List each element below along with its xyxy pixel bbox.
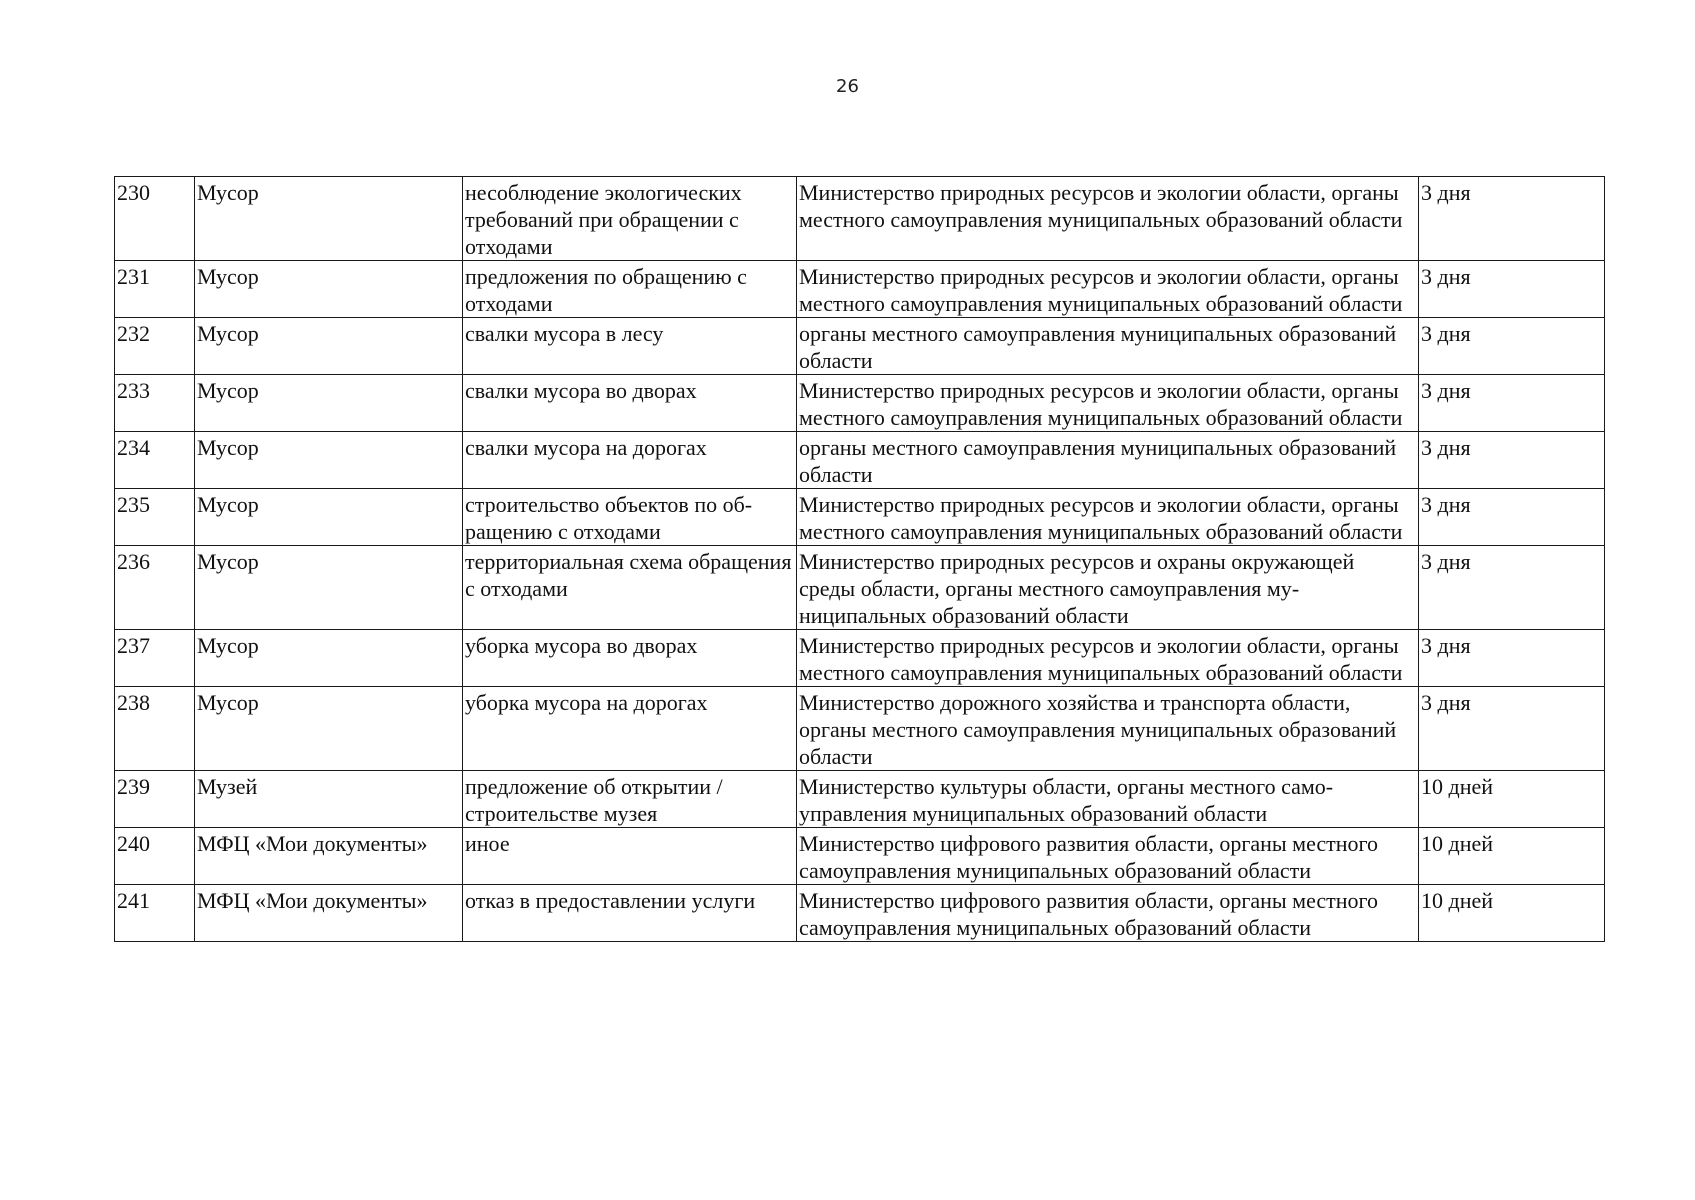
authority-cell: Министерство природных ресурсов и экологии области, органы местного самоуправления муниципальных образований области [797, 261, 1419, 318]
table-row [115, 630, 1605, 687]
topic-cell: Мусор [195, 630, 463, 687]
term-cell: 3 дня [1419, 177, 1605, 261]
subject-cell: отказ в предоставлении услуги [463, 885, 797, 942]
term-cell: 3 дня [1419, 687, 1605, 771]
topic-cell: Мусор [195, 177, 463, 261]
term-cell: 3 дня [1419, 432, 1605, 489]
table-row [115, 687, 1605, 771]
table-row [115, 546, 1605, 630]
table-row [115, 261, 1605, 318]
subject-cell: свалки мусора в лесу [463, 318, 797, 375]
authority-cell: Министерство природных ресурсов и экологии области, органы местного самоуправления муниципальных образований области [797, 630, 1419, 687]
authority-cell: Министерство цифрового развития области, органы местного самоуправления муниципальных образований области [797, 885, 1419, 942]
term-cell: 3 дня [1419, 630, 1605, 687]
term-cell: 10 дней [1419, 771, 1605, 828]
table-row [115, 828, 1605, 885]
row-number: 235 [115, 489, 195, 546]
authority-cell: Министерство дорожного хозяйства и транспорта области, органы местного самоуправления муниципальных образований области [797, 687, 1419, 771]
topic-cell: Музей [195, 771, 463, 828]
row-number: 230 [115, 177, 195, 261]
row-number: 238 [115, 687, 195, 771]
subject-cell: свалки мусора во дворах [463, 375, 797, 432]
table-row [115, 375, 1605, 432]
table-row [115, 318, 1605, 375]
table-row [115, 771, 1605, 828]
term-cell: 3 дня [1419, 375, 1605, 432]
authority-cell: Министерство культуры области, органы местного самоуправления муниципальных образований области [797, 771, 1419, 828]
subject-cell: территориальная схема обращения с отходами [463, 546, 797, 630]
term-cell: 3 дня [1419, 318, 1605, 375]
row-number: 232 [115, 318, 195, 375]
topic-cell: Мусор [195, 318, 463, 375]
topic-cell: МФЦ «Мои документы» [195, 885, 463, 942]
row-number: 231 [115, 261, 195, 318]
authority-cell: Министерство цифрового развития области, органы местного самоуправления муниципальных образований области [797, 828, 1419, 885]
topic-cell: Мусор [195, 261, 463, 318]
subject-cell: предложения по обращению с отходами [463, 261, 797, 318]
topic-cell: МФЦ «Мои документы» [195, 828, 463, 885]
row-number: 239 [115, 771, 195, 828]
authority-cell: органы местного самоуправления муниципальных образований области [797, 432, 1419, 489]
row-number: 234 [115, 432, 195, 489]
topic-cell: Мусор [195, 489, 463, 546]
term-cell: 3 дня [1419, 261, 1605, 318]
registry-table [114, 176, 1605, 942]
table-row [115, 885, 1605, 942]
subject-cell: иное [463, 828, 797, 885]
subject-cell: уборка мусора на дорогах [463, 687, 797, 771]
topic-cell: Мусор [195, 546, 463, 630]
topic-cell: Мусор [195, 375, 463, 432]
subject-cell: предложение об открытии / строительстве музея [463, 771, 797, 828]
row-number: 241 [115, 885, 195, 942]
page-number: 26 [836, 76, 859, 97]
topic-cell: Мусор [195, 432, 463, 489]
authority-cell: Министерство природных ресурсов и экологии области, органы местного самоуправления муниципальных образований области [797, 375, 1419, 432]
subject-cell: строительство объектов по обращению с отходами [463, 489, 797, 546]
term-cell: 10 дней [1419, 885, 1605, 942]
term-cell: 3 дня [1419, 546, 1605, 630]
term-cell: 3 дня [1419, 489, 1605, 546]
subject-cell: уборка мусора во дворах [463, 630, 797, 687]
term-cell: 10 дней [1419, 828, 1605, 885]
authority-cell: Министерство природных ресурсов и экологии области, органы местного самоуправления муниципальных образований области [797, 489, 1419, 546]
table-row [115, 177, 1605, 261]
row-number: 233 [115, 375, 195, 432]
subject-cell: свалки мусора на дорогах [463, 432, 797, 489]
authority-cell: Министерство природных ресурсов и экологии области, органы местного самоуправления муниципальных образований области [797, 177, 1419, 261]
topic-cell: Мусор [195, 687, 463, 771]
subject-cell: несоблюдение экологических требований при обращении с отходами [463, 177, 797, 261]
row-number: 237 [115, 630, 195, 687]
authority-cell: органы местного самоуправления муниципальных образований области [797, 318, 1419, 375]
table-row [115, 489, 1605, 546]
table-row [115, 432, 1605, 489]
authority-cell: Министерство природных ресурсов и охраны окружающей среды области, органы местного самоуправления муниципальных образований области [797, 546, 1419, 630]
row-number: 240 [115, 828, 195, 885]
row-number: 236 [115, 546, 195, 630]
